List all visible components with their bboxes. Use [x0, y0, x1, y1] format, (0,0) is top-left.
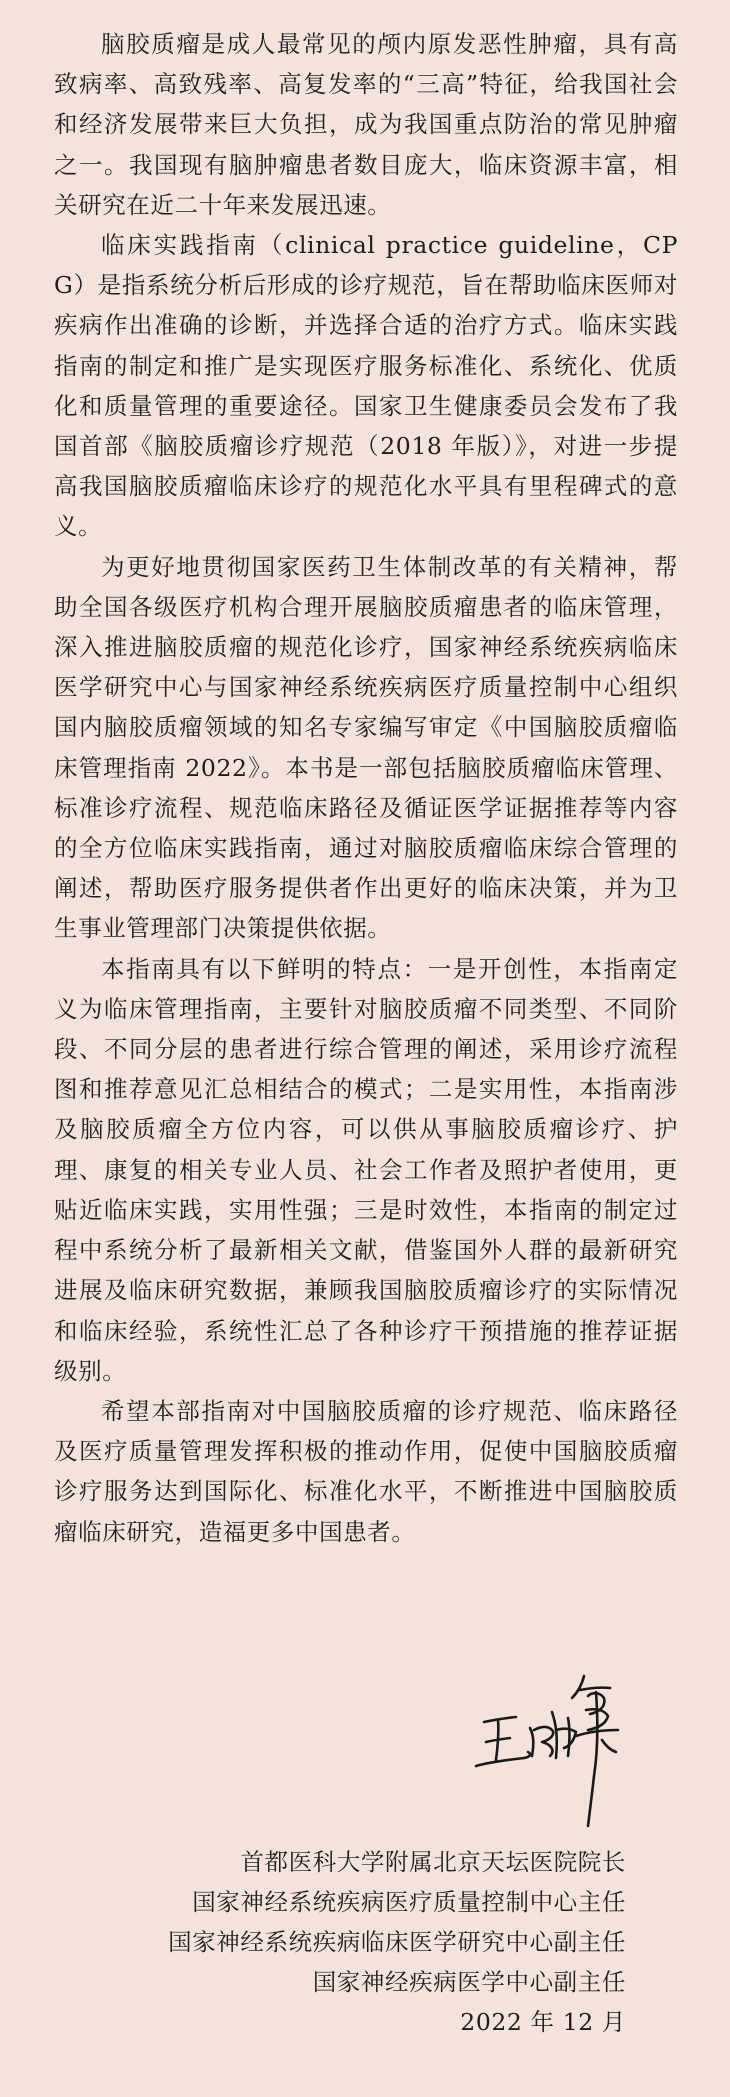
preface-paragraph-3: 为更好地贯彻国家医药卫生体制改革的有关精神，帮助全国各级医疗机构合理开展脑胶质瘤患者的临床管理，深入推进脑胶质瘤的规范化诊疗，国家神经系统疾病临床医学研究中心与国家神经系统疾病医疗质量控制中心组织国内脑胶质瘤领域的知名专家编写审定《中国脑胶质瘤临床管理指南 2022》。本书是一部包括脑胶质瘤临床管理、标准诊疗流程、规范临床路径及循证医学证据推荐等内容的全方位临床实践指南，通过对脑胶质瘤临床综合管理的阐述，帮助医疗服务提供者作出更好的临床决策，并为卫生事业管理部门决策提供依据。 [54, 552, 678, 943]
signatory-title-4: 国家神经疾病医学中心副主任 [312, 1968, 626, 1996]
signature-block [168, 1842, 626, 2042]
preface-paragraph-1: 脑胶质瘤是成人最常见的颅内原发恶性肿瘤，具有高致病率、高致残率、高复发率的“三高”特征，给我国社会和经济发展带来巨大负担，成为我国重点防治的常见肿瘤之一。我国现有脑肿瘤患者数目庞大，临床资源丰富，相关研究在近二十年来发展迅速。 [54, 30, 678, 219]
preface-paragraph-2: 临床实践指南（clinical practice guideline，CPG）是指系统分析后形成的诊疗规范，旨在帮助临床医师对疾病作出准确的诊断，并选择合适的治疗方式。临床实践指南的制定和推广是实现医疗服务标准化、系统化、优质化和质量管理的重要途径。国家卫生健康委员会发布了我国首部《脑胶质瘤诊疗规范（2018 年版）》，对进一步提高我国脑胶质瘤临床诊疗的规范化水平具有里程碑式的意义。 [54, 231, 678, 541]
signature-date: 2022 年 12 月 [460, 2008, 626, 2036]
signatory-title-1: 首都医科大学附属北京天坛医院院长 [240, 1848, 626, 1876]
preface-paragraph-5: 希望本部指南对中国脑胶质瘤的诊疗规范、临床路径及医疗质量管理发挥积极的推动作用，促使中国脑胶质瘤诊疗服务达到国际化、标准化水平，不断推进中国脑胶质瘤临床研究，造福更多中国患者。 [54, 1396, 678, 1546]
preface-paragraph-4: 本指南具有以下鲜明的特点：一是开创性，本指南定义为临床管理指南，主要针对脑胶质瘤不同类型、不同阶段、不同分层的患者进行综合管理的阐述，采用诊疗流程图和推荐意见汇总相结合的模式；二是实用性，本指南涉及脑胶质瘤全方位内容，可以供从事脑胶质瘤诊疗、护理、康复的相关专业人员、社会工作者及照护者使用，更贴近临床实践，实用性强；三是时效性，本指南的制定过程中系统分析了最新相关文献，借鉴国外人群的最新研究进展及临床研究数据，兼顾我国脑胶质瘤诊疗的实际情况和临床经验，系统性汇总了各种诊疗干预措施的推荐证据级别。 [54, 954, 678, 1385]
handwritten-signature [472, 1670, 642, 1830]
signatory-title-3: 国家神经系统疾病临床医学研究中心副主任 [168, 1928, 626, 1956]
signatory-title-2: 国家神经系统疾病医疗质量控制中心主任 [192, 1888, 626, 1916]
